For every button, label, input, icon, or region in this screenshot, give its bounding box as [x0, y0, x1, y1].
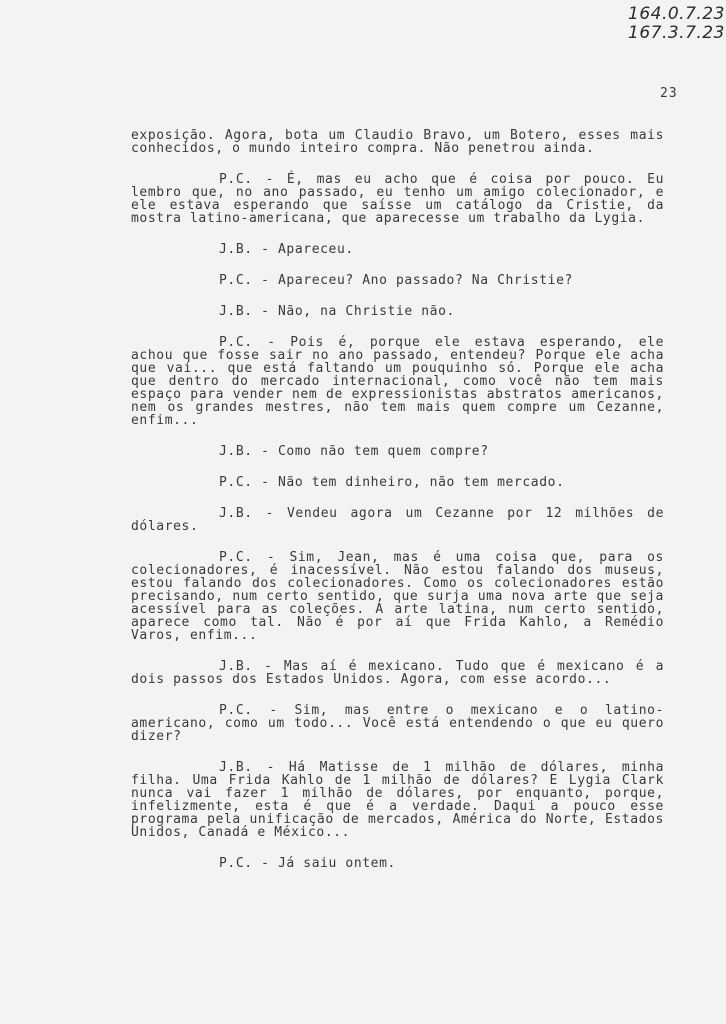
paragraph: P.C. - É, mas eu acho que é coisa por pouco. Eu lembro que, no ano passado, eu tenho um amigo colecionador, e ele estava esperando que saísse um catálogo da Cristie, da mostra latino-americana, que aparecesse um trabalho da Lygia.	[131, 172, 664, 226]
paragraph: P.C. - Já saiu ontem.	[219, 856, 396, 871]
transcript-body	[131, 129, 664, 870]
paragraph: P.C. - Pois é, porque ele estava esperando, ele achou que fosse sair no ano passado, entendeu? Porque ele acha que vai... que está faltando um pouquinho só. Porque ele acha que dentro do mercado internacional, como você não tem mais espaço para vender nem de expressionistas abstratos americanos, nem os grandes mestres, não tem mais quem compre um Cezanne, enfim...	[131, 335, 664, 428]
paragraph: P.C. - Não tem dinheiro, não tem mercado.	[219, 475, 565, 490]
paragraph: P.C. - Apareceu? Ano passado? Na Christie?	[219, 273, 573, 288]
paragraph: J.B. - Como não tem quem compre?	[219, 444, 489, 459]
paragraph: J.B. - Vendeu agora um Cezanne por 12 milhões de dólares.	[131, 506, 664, 534]
paragraph: P.C. - Sim, Jean, mas é uma coisa que, para os colecionadores, é inacessível. Não estou falando dos museus, estou falando dos colecionadores. Como os colecionadores estão precisando, num certo sentido, que surja uma nova arte que seja acessível para as coleções. A arte latina, num certo sentido, aparece como tal. Não é por aí que Frida Kahlo, a Remédio Varos, enfim...	[131, 550, 664, 643]
archive-reference: 167.3.7.23	[628, 23, 725, 43]
paragraph: J.B. - Há Matisse de 1 milhão de dólares, minha filha. Uma Frida Kahlo de 1 milhão de dólares? E Lygia Clark nunca vai fazer 1 milhão de dólares, por enquanto, porque, infelizmente, esta é que é a verdade. Daqui a pouco esse programa pela unificação de mercados, América do Norte, Estados Unidos, Canadá e México...	[131, 760, 664, 840]
paragraph: P.C. - Sim, mas entre o mexicano e o latino-americano, como um todo... Você está entendendo o que eu quero dizer?	[131, 703, 664, 744]
archive-reference: 164.0.7.23	[628, 4, 725, 24]
paragraph: exposição. Agora, bota um Claudio Bravo, um Botero, esses mais conhecidos, o mundo inteiro compra. Não penetrou ainda.	[131, 128, 664, 156]
paragraph: J.B. - Não, na Christie não.	[219, 304, 455, 319]
paragraph: J.B. - Apareceu.	[219, 242, 354, 257]
paragraph: J.B. - Mas aí é mexicano. Tudo que é mexicano é a dois passos dos Estados Unidos. Agora, com esse acordo...	[131, 659, 664, 687]
page-number: 23	[660, 86, 678, 101]
